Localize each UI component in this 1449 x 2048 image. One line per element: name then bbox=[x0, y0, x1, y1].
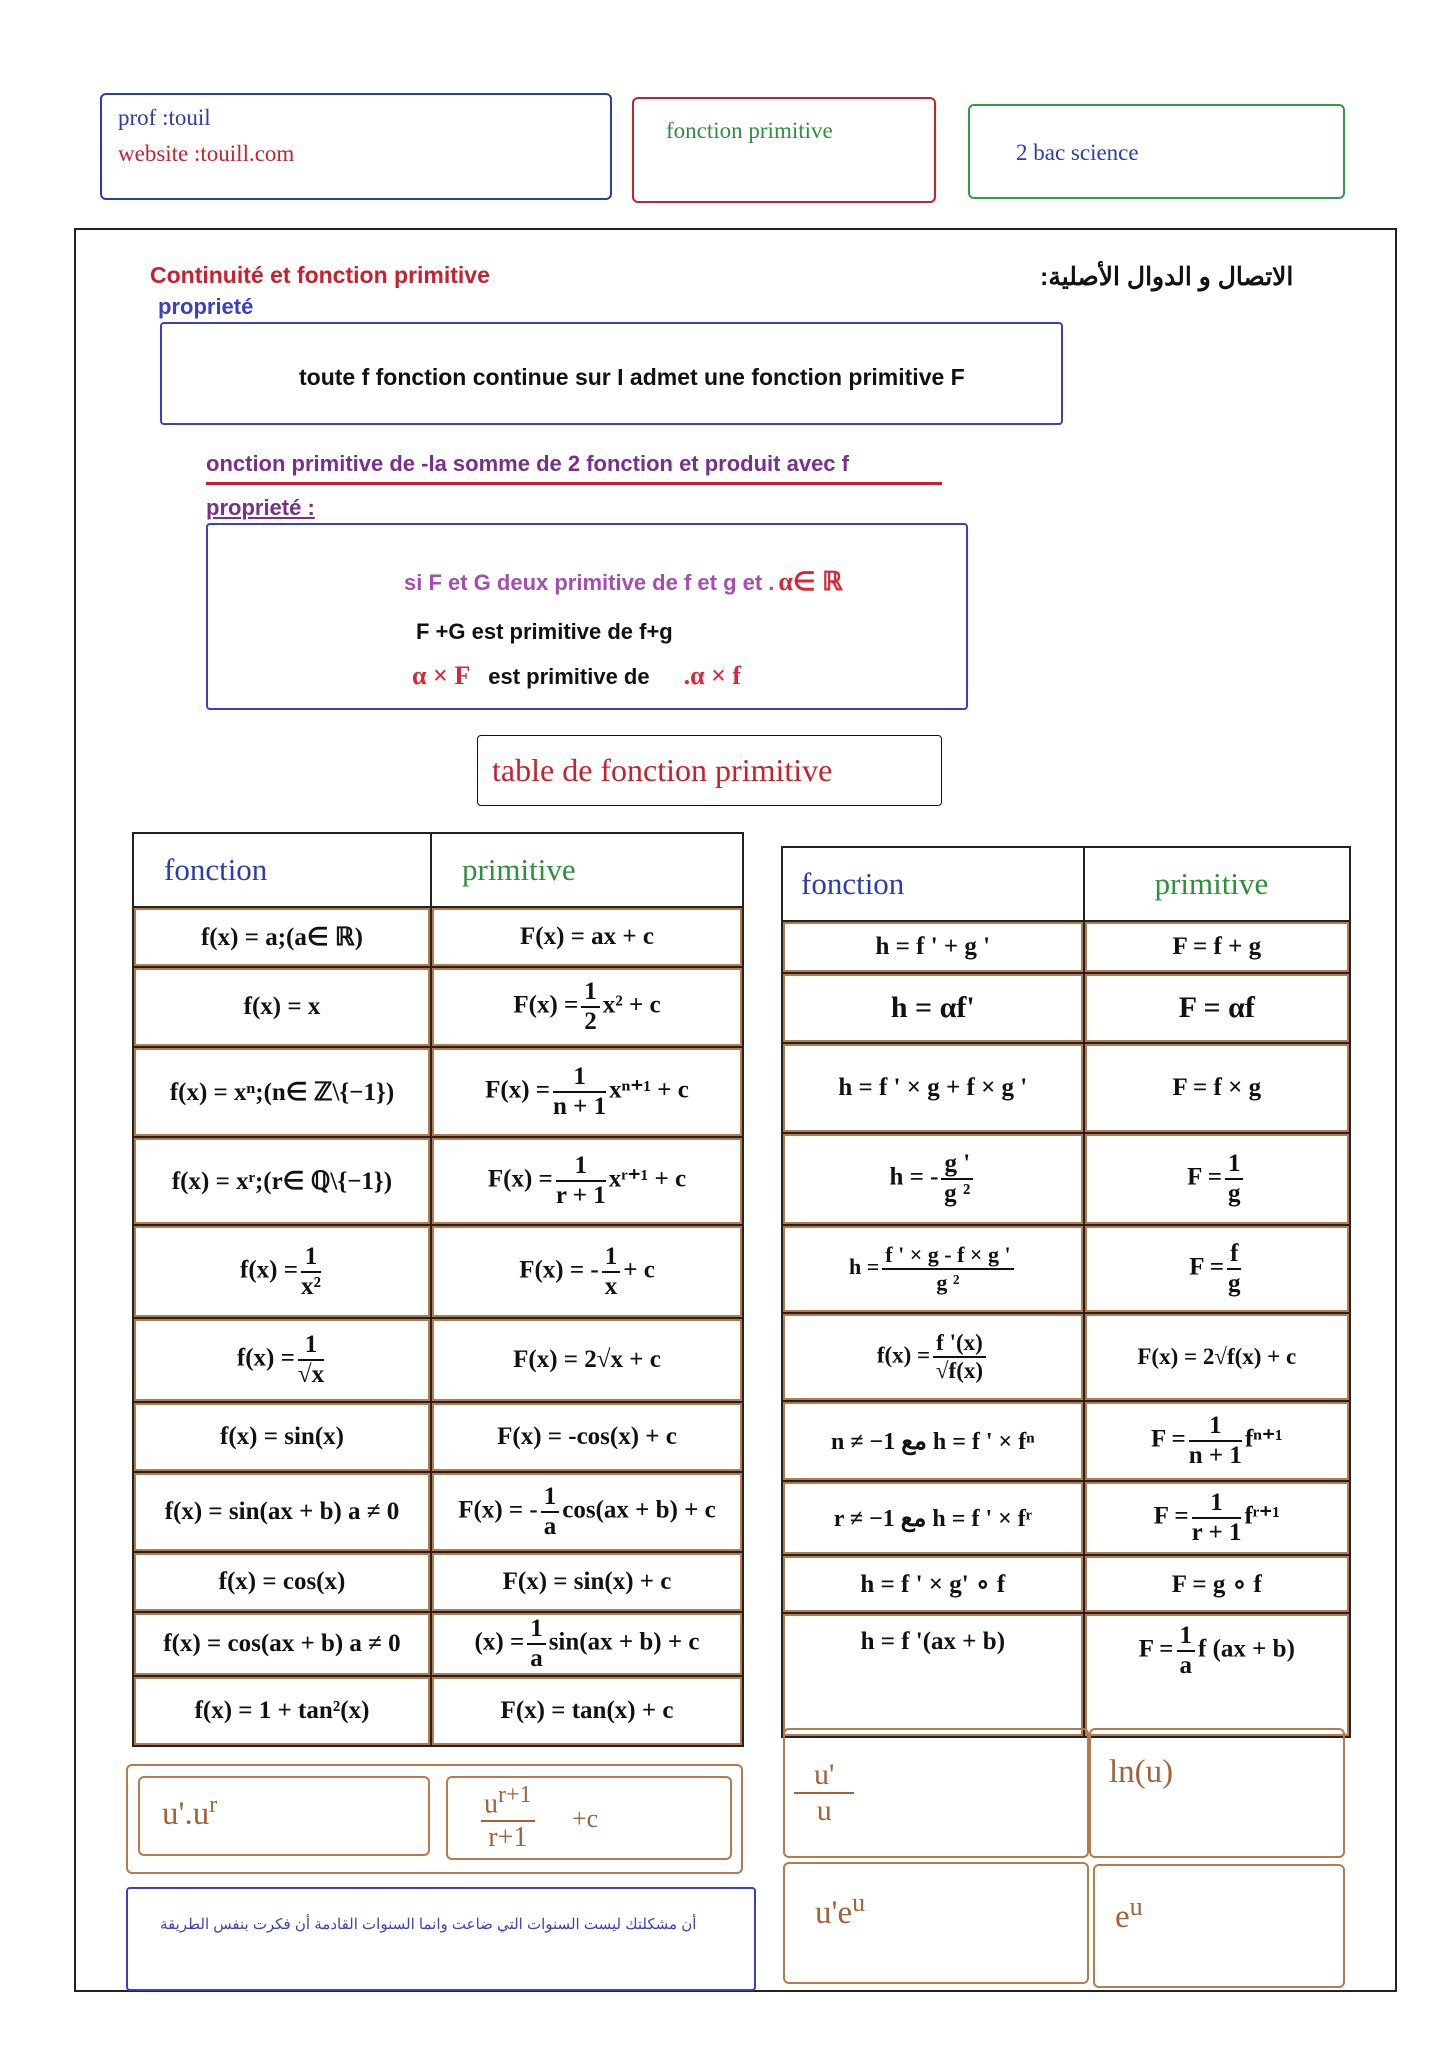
table-row bbox=[782, 1613, 1350, 1737]
exp-rule-primitive bbox=[1093, 1864, 1345, 1988]
function-cell: h = f ' + g ' bbox=[782, 921, 1084, 973]
function-cell: f(x) = xⁿ;(n∈ ℤ\{−1}) bbox=[133, 1047, 431, 1137]
primitive-cell: F = f × g bbox=[1084, 1043, 1350, 1133]
left-col-function: fonction bbox=[133, 833, 431, 907]
alpha-real: α∈ ℝ bbox=[778, 567, 843, 596]
table-row bbox=[782, 1043, 1350, 1133]
table-row bbox=[133, 907, 743, 967]
table-row bbox=[133, 1552, 743, 1612]
function-cell: f(x) = a;(a∈ ℝ) bbox=[133, 907, 431, 967]
function-cell: h = f '(ax + b) bbox=[782, 1613, 1084, 1737]
uur-text: u'.u bbox=[162, 1796, 210, 1832]
table-title: table de fonction primitive bbox=[492, 752, 833, 788]
ueu-text: u'e bbox=[815, 1895, 853, 1931]
primitive-cell: F = $\frac{1}{n + 1}$ fⁿ⁺¹ bbox=[1084, 1401, 1350, 1481]
table-row bbox=[782, 973, 1350, 1043]
log-num: u' bbox=[794, 1758, 854, 1794]
level-box bbox=[968, 104, 1345, 199]
primitive-cell: F(x) = sin(x) + c bbox=[431, 1552, 743, 1612]
primitive-cell: F = αf bbox=[1084, 973, 1350, 1043]
function-cell: h = f ' × g' ∘ f bbox=[782, 1555, 1084, 1613]
table-row bbox=[133, 1047, 743, 1137]
primitive-cell: F(x) = $\frac{1}{r + 1}$ xʳ⁺¹ + c bbox=[431, 1137, 743, 1225]
power-rule-primitive bbox=[446, 1776, 732, 1860]
table-row bbox=[133, 967, 743, 1047]
prop-label-1: proprieté bbox=[158, 294, 254, 319]
uur-exp: r bbox=[209, 1792, 218, 1818]
lesson-box bbox=[632, 97, 936, 203]
power-rule-function bbox=[138, 1776, 430, 1856]
right-col-function: fonction bbox=[782, 847, 1084, 921]
table-row bbox=[782, 1133, 1350, 1225]
property-box-2 bbox=[206, 523, 968, 710]
property-box-1 bbox=[160, 322, 1063, 425]
function-cell: f(x) = xʳ;(r∈ ℚ\{−1}) bbox=[133, 1137, 431, 1225]
section1-title: Continuité et fonction primitive bbox=[150, 262, 490, 288]
table-row bbox=[133, 1225, 743, 1318]
alpha-f: .α × f bbox=[683, 661, 742, 690]
table-row bbox=[782, 1225, 1350, 1313]
e-text: e bbox=[1115, 1899, 1130, 1935]
function-cell: n ≠ −1 مع h = f ' × fⁿ bbox=[782, 1401, 1084, 1481]
prop-label-2: proprieté : bbox=[206, 495, 315, 520]
function-cell: f(x) = sin(x) bbox=[133, 1402, 431, 1472]
website-text: website :touill.com bbox=[118, 141, 295, 166]
primitive-cell: (x) = $\frac{1}{a}$ sin(ax + b) + c bbox=[431, 1612, 743, 1676]
function-cell: f(x) = x bbox=[133, 967, 431, 1047]
level-text: 2 bac science bbox=[1016, 140, 1139, 165]
primitive-cell: F(x) = - $\frac{1}{a}$ cos(ax + b) + c bbox=[431, 1472, 743, 1552]
left-col-primitive: primitive bbox=[431, 833, 743, 907]
primitive-cell: F = $\frac{1}{r + 1}$ fʳ⁺¹ bbox=[1084, 1481, 1350, 1555]
table-title-box bbox=[477, 735, 942, 806]
function-cell: h = $\frac{f ' \times g - f \times g '}{\text{g ²}}$ bbox=[782, 1225, 1084, 1313]
e-exp: u bbox=[1129, 1892, 1143, 1921]
prim-den: r+1 bbox=[488, 1822, 528, 1854]
table-row bbox=[133, 1137, 743, 1225]
function-cell: f(x) = $\frac{1}{√x}$ bbox=[133, 1318, 431, 1402]
prim-c: +c bbox=[572, 1804, 599, 1833]
primitive-cell: F(x) = 2√f(x) + c bbox=[1084, 1313, 1350, 1401]
exp-rule-function bbox=[783, 1862, 1089, 1984]
primitive-cell: F = $\frac{1}{a}$ f (ax + b) bbox=[1084, 1613, 1350, 1737]
function-cell: f(x) = $\frac{f '(x)}{√f(x)}$ bbox=[782, 1313, 1084, 1401]
left-primitive-table bbox=[132, 832, 744, 1747]
author-name: prof :touil bbox=[118, 105, 211, 130]
arabic-quote: أن مشكلتك ليست السنوات التي ضاعت وانما السنوات القادمة أن فكرت بنفس الطريقة bbox=[160, 1916, 697, 1933]
table-row bbox=[782, 1401, 1350, 1481]
sum-line-2: F +G est primitive de f+g bbox=[416, 619, 673, 644]
table-row bbox=[133, 1318, 743, 1402]
section2-underline bbox=[206, 482, 942, 485]
function-cell: h = - $\frac{g '}{\text{g ²}}$ bbox=[782, 1133, 1084, 1225]
ln-text: ln(u) bbox=[1109, 1754, 1174, 1790]
continuity-statement: toute f fonction continue sur I admet une fonction primitive F bbox=[299, 364, 965, 390]
quote-box bbox=[126, 1887, 756, 1991]
table-row bbox=[782, 1555, 1350, 1613]
right-primitive-table bbox=[781, 846, 1351, 1738]
function-cell: f(x) = sin(ax + b) a ≠ 0 bbox=[133, 1472, 431, 1552]
log-rule-primitive bbox=[1089, 1728, 1345, 1858]
prim-num: u bbox=[484, 1788, 498, 1820]
primitive-cell: F = $\frac{1}{g}$ bbox=[1084, 1133, 1350, 1225]
function-cell: h = αf' bbox=[782, 973, 1084, 1043]
right-col-primitive: primitive bbox=[1084, 847, 1350, 921]
table-row bbox=[133, 1402, 743, 1472]
primitive-cell: F(x) = - $\frac{1}{x}$ + c bbox=[431, 1225, 743, 1318]
table-row bbox=[133, 1472, 743, 1552]
table-row bbox=[133, 1676, 743, 1746]
author-box bbox=[100, 93, 612, 200]
function-cell: r ≠ −1 مع h = f ' × fʳ bbox=[782, 1481, 1084, 1555]
primitive-cell: F(x) = $\frac{1}{2}$ x² + c bbox=[431, 967, 743, 1047]
log-den: u bbox=[816, 1794, 832, 1827]
function-cell: f(x) = cos(x) bbox=[133, 1552, 431, 1612]
ueu-exp: u bbox=[852, 1888, 866, 1917]
table-row bbox=[133, 1612, 743, 1676]
arabic-title: الاتصال و الدوال الأصلية: bbox=[1040, 263, 1294, 291]
primitive-cell: F(x) = $\frac{1}{n + 1}$ xⁿ⁺¹ + c bbox=[431, 1047, 743, 1137]
sum-line-3-text: est primitive de bbox=[488, 664, 650, 689]
function-cell: f(x) = $\frac{1}{\text{x²}}$ bbox=[133, 1225, 431, 1318]
primitive-cell: F = f + g bbox=[1084, 921, 1350, 973]
table-row bbox=[782, 1313, 1350, 1401]
sum-line-1 bbox=[404, 567, 843, 597]
table-row bbox=[782, 1481, 1350, 1555]
prim-num-exp: r+1 bbox=[498, 1782, 532, 1808]
table-row bbox=[782, 921, 1350, 973]
primitive-cell: F = g ∘ f bbox=[1084, 1555, 1350, 1613]
alpha-F: α × F bbox=[412, 661, 471, 690]
power-rule-box bbox=[126, 1764, 743, 1874]
primitive-cell: F(x) = -cos(x) + c bbox=[431, 1402, 743, 1472]
function-cell: f(x) = 1 + tan²(x) bbox=[133, 1676, 431, 1746]
function-cell: h = f ' × g + f × g ' bbox=[782, 1043, 1084, 1133]
sum-line-3 bbox=[412, 661, 741, 691]
section2-title: onction primitive de -la somme de 2 fonction et produit avec f bbox=[206, 451, 849, 476]
primitive-cell: F = $\frac{f}{g}$ bbox=[1084, 1225, 1350, 1313]
function-cell: f(x) = cos(ax + b) a ≠ 0 bbox=[133, 1612, 431, 1676]
primitive-cell: F(x) = 2√x + c bbox=[431, 1318, 743, 1402]
primitive-cell: F(x) = tan(x) + c bbox=[431, 1676, 743, 1746]
log-rule-function bbox=[783, 1728, 1089, 1858]
sum-line-1-text: si F et G deux primitive de f et g et . bbox=[404, 570, 775, 595]
lesson-title: fonction primitive bbox=[666, 118, 833, 143]
primitive-cell: F(x) = ax + c bbox=[431, 907, 743, 967]
